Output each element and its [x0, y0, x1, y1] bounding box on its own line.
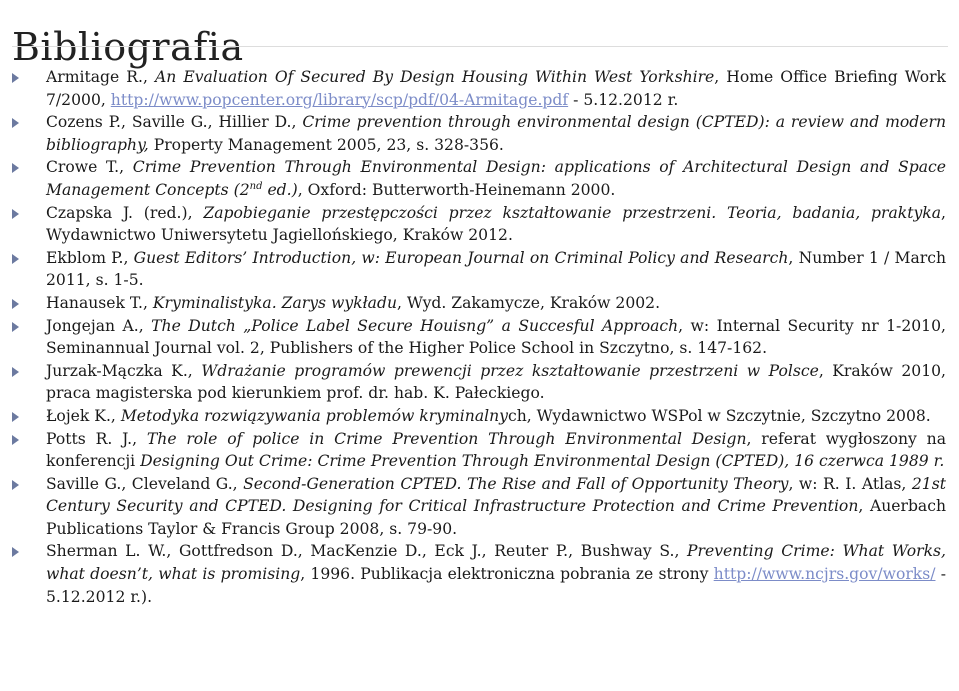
bullet-arrow-icon [12, 299, 19, 309]
entry-text: , Oxford: Butterworth-Heinemann 2000. [297, 180, 616, 199]
italic-title-text: Crime prevention through environmental design (CPTED): a review and modern bibliography, [46, 113, 946, 154]
italic-title-text: Second-Generation CPTED. The Rise and Fall of Opportunity Theory [243, 474, 789, 493]
bullet-arrow-icon [12, 118, 19, 128]
entry-jongejan [0, 315, 959, 360]
italic-title-text: An Evaluation Of Secured By Design Housing Within West Yorkshire [154, 68, 715, 86]
entry-text: , 1996. Publikacja elektroniczna pobrania ze strony [300, 565, 714, 584]
bullet-arrow-icon [12, 435, 19, 445]
bullet-arrow-icon [12, 163, 19, 173]
entry-potts [0, 428, 959, 473]
entry-text: , referat wygłoszony na konferencji [46, 429, 946, 471]
entry-jurzak [0, 360, 959, 405]
entry-text: , Kraków 2010, praca magisterska pod kierunkiem prof. dr. hab. K. Pałeckiego. [46, 361, 947, 403]
entry-text: Property Management 2005, 23, s. 328-356. [148, 135, 504, 154]
entry-text: , Wydawnictwo Uniwersytetu Jagiellońskiego, Kraków 2012. [46, 203, 946, 245]
entry-czapska [0, 202, 959, 247]
entry-text: Czapska J. (red.), [46, 203, 204, 222]
reference-link[interactable]: http://www.ncjrs.gov/works/ [713, 565, 936, 584]
bullet-arrow-icon [12, 209, 19, 219]
entry-text: Potts R. J., [46, 429, 147, 448]
italic-title-text: Metodyka rozwiązywania problemów kryminalny [120, 406, 508, 425]
entry-cozens [0, 111, 959, 156]
reference-link[interactable]: http://www.popcenter.org/library/scp/pdf/04-Armitage.pdf [110, 90, 569, 109]
entry-armitage [0, 66, 959, 111]
italic-title-text: 21st Century Security and CPTED. Designing for Critical Infrastructure Protection and Crime Prevention [46, 474, 946, 516]
entry-text: , Auerbach Publications Taylor & Francis Group 2008, s. 79-90. [46, 497, 946, 538]
italic-title-text: Crime Prevention Through Environmental Design: applications of Architectural Design and Space Management Concepts (2 [46, 158, 946, 199]
entry-text: Saville G., Cleveland G., [46, 474, 244, 493]
entry-sherman [0, 540, 959, 608]
italic-title-text: Zapobieganie przestępczości przez kształtowanie przestrzeni. Teoria, badania, praktyka [203, 203, 942, 222]
entry-text: Cozens P., Saville G., Hillier D., [46, 113, 303, 132]
title-divider [12, 46, 948, 47]
entry-text: Crowe T., [46, 158, 133, 177]
entry-text: Sherman L. W., Gottfredson D., MacKenzie D., Eck J., Reuter P., Bushway S., [46, 542, 688, 561]
bullet-arrow-icon [12, 547, 19, 557]
entry-text: Hanausek T., [46, 293, 153, 312]
bullet-arrow-icon [12, 367, 19, 377]
superscript-text: nd [249, 180, 263, 192]
italic-title-text: Guest Editors’ Introduction, w: European Journal on Criminal Policy and Research [133, 248, 789, 267]
entry-text: ch, Wydawnictwo WSPol w Szczytnie, Szczytno 2008. [507, 406, 931, 425]
italic-title-text: The role of police in Crime Prevention Through Environmental Design [146, 429, 747, 448]
entry-text: , w: R. I. Atlas, [788, 474, 912, 493]
entry-saville [0, 473, 959, 541]
entry-text: Armitage R., [46, 68, 155, 86]
bullet-arrow-icon [12, 322, 19, 332]
bullet-arrow-icon [12, 412, 19, 422]
bullet-arrow-icon [12, 254, 19, 264]
bibliography-list [0, 66, 959, 608]
entry-text: Jurzak-Mączka K., [46, 361, 202, 380]
entry-text: , Number 1 / March 2011, s. 1-5. [46, 248, 947, 290]
entry-crowe [0, 156, 959, 201]
entry-text: , Home Office Briefing Work 7/2000, [46, 68, 946, 109]
entry-text: , Wyd. Zakamycze, Kraków 2002. [397, 293, 661, 312]
entry-text: Jongejan A., [46, 316, 152, 335]
entry-text: - 5.12.2012 r.). [46, 565, 946, 606]
italic-title-text: ed.) [262, 180, 298, 199]
entry-text: - 5.12.2012 r. [568, 90, 679, 109]
italic-title-text: Preventing Crime: What Works, what doesn’t, what is promising [46, 542, 946, 584]
entry-lojek [0, 405, 959, 428]
italic-title-text: Kryminalistyka. Zarys wykładu [152, 293, 397, 312]
italic-title-text: The Dutch „Police Label Secure Houisng” a Succesful Approach [151, 316, 679, 335]
entry-text: Łojek K., [46, 406, 121, 425]
bullet-arrow-icon [12, 73, 19, 83]
entry-ekblom [0, 247, 959, 292]
slide-title: Bibliografia [12, 25, 244, 70]
entry-text: Ekblom P., [46, 248, 134, 267]
italic-title-text: Designing Out Crime: Crime Prevention Through Environmental Design (CPTED), 16 czerwca 1989 r. [140, 452, 945, 471]
entry-hanausek [0, 292, 959, 315]
entry-text: , w: Internal Security nr 1-2010, Seminannual Journal vol. 2, Publishers of the Higher Police School in Szczytno, s. 147-162. [46, 316, 946, 358]
italic-title-text: Wdrażanie programów prewencji przez kształtowanie przestrzeni w Polsce [201, 361, 819, 380]
bullet-arrow-icon [12, 480, 19, 490]
